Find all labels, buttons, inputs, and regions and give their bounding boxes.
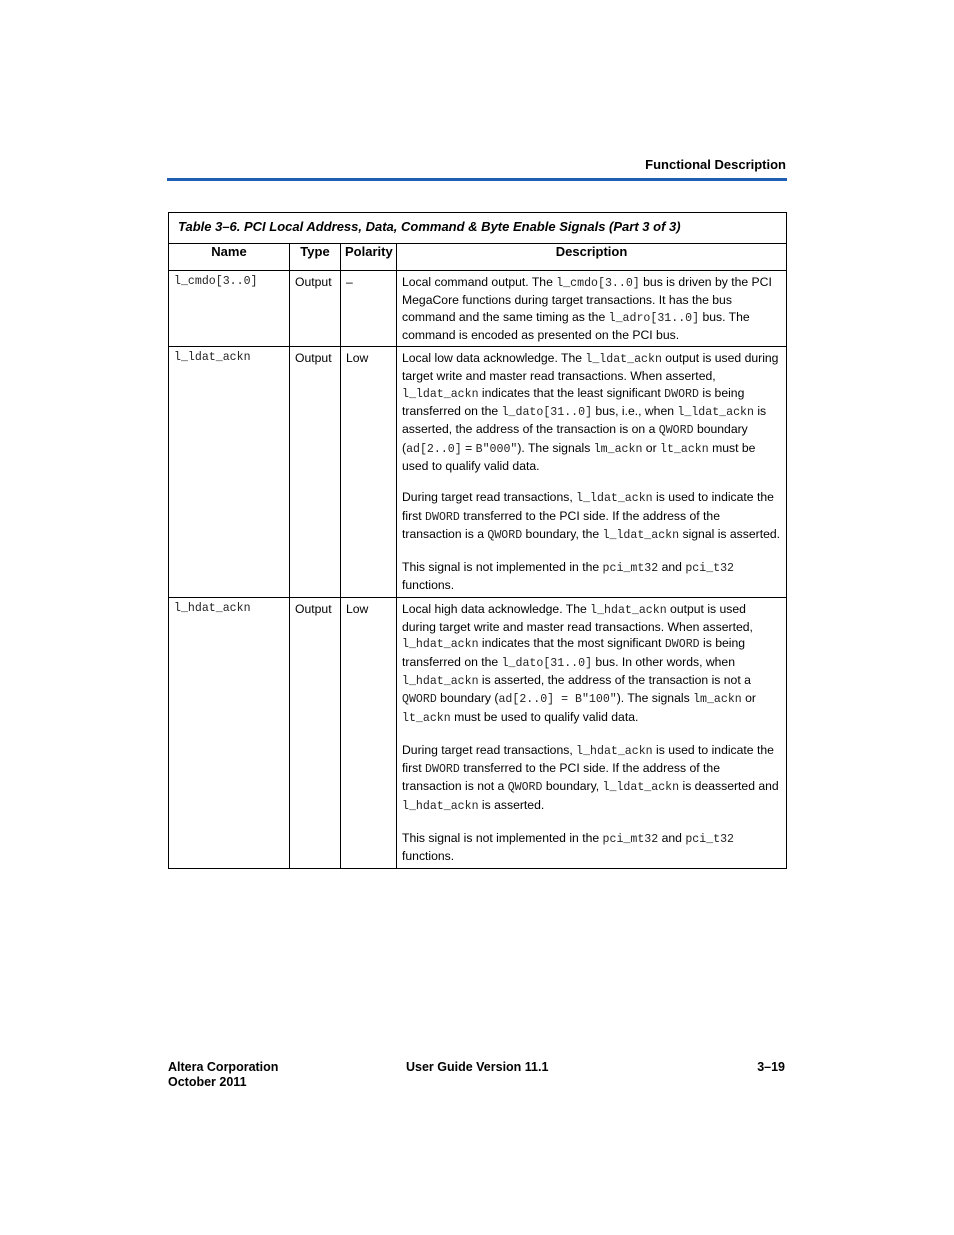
text-run: Local high data acknowledge. The	[402, 601, 591, 616]
text-run: is being transferred on the	[402, 636, 746, 669]
code-term: lt_ackn	[402, 711, 451, 725]
text-run: or	[741, 691, 756, 706]
code-term: l_hdat_ackn	[402, 674, 479, 688]
header-rule	[167, 178, 787, 181]
code-term: ad[2..0]	[406, 442, 462, 456]
table-header-row	[169, 244, 787, 271]
signal-type: Output	[290, 271, 341, 347]
signal-description	[397, 597, 787, 868]
text-run: boundary,	[542, 779, 603, 794]
table-row	[169, 347, 787, 598]
running-head: Functional Description	[645, 157, 786, 172]
text-run: is deasserted and	[679, 779, 779, 794]
footer-company: Altera Corporation	[168, 1060, 279, 1074]
text-run: Local command output. The	[402, 275, 557, 289]
code-term: pci_mt32	[602, 562, 659, 576]
code-term: l_cmdo[3..0]	[556, 277, 640, 290]
code-term: l_ldat_ackn	[602, 781, 680, 795]
text-run: functions.	[402, 849, 455, 864]
text-run: boundary (	[436, 691, 499, 706]
text-run: boundary (	[402, 422, 748, 455]
code-term: l_ldat_ackn	[677, 406, 754, 420]
code-term: pci_mt32	[602, 833, 659, 847]
code-term: DWORD	[664, 638, 700, 652]
table-row	[169, 271, 787, 347]
text-run: Local low data acknowledge. The	[402, 351, 586, 366]
signal-description	[397, 271, 787, 347]
text-run: must be used to qualify valid data.	[450, 709, 639, 724]
code-term: lt_ackn	[660, 442, 709, 456]
text-run: and	[658, 560, 686, 575]
signal-description	[397, 347, 787, 598]
text-run: transferred to the PCI side. If the address of the transaction is not a	[402, 761, 720, 794]
code-term: DWORD	[425, 763, 460, 777]
text-run: boundary, the	[522, 526, 603, 541]
footer-guide-version: User Guide Version 11.1	[406, 1060, 549, 1074]
text-run: indicates that the most significant	[478, 636, 665, 651]
footer-date: October 2011	[168, 1075, 247, 1089]
code-term: QWORD	[507, 781, 543, 795]
code-term: l_ldat_ackn	[602, 528, 680, 542]
text-run: This signal is not implemented in the	[402, 831, 603, 846]
signal-name: l_ldat_ackn	[169, 347, 290, 598]
signal-polarity: Low	[341, 347, 397, 598]
code-term: pci_t32	[685, 562, 735, 576]
text-run: is being transferred on the	[402, 385, 745, 419]
signal-name: l_cmdo[3..0]	[169, 271, 290, 347]
code-term: lm_ackn	[693, 693, 742, 707]
code-term: l_hdat_ackn	[402, 638, 479, 652]
description-paragraph	[402, 830, 781, 865]
signal-polarity: Low	[341, 597, 397, 868]
text-run: is asserted, the address of the transaction is not a	[478, 672, 751, 687]
footer-page-number: 3–19	[757, 1060, 785, 1074]
text-run: and	[658, 831, 686, 846]
signals-table	[168, 212, 787, 869]
code-term: B"000"	[475, 442, 518, 456]
text-run: is used to indicate the first	[402, 490, 774, 523]
code-term: l_hdat_ackn	[576, 744, 653, 758]
text-run: output is used during target write and master read transactions. When asserted,	[402, 351, 779, 384]
text-run: functions.	[402, 578, 455, 593]
text-run: must be used to qualify valid data.	[402, 440, 756, 473]
code-term: QWORD	[487, 528, 523, 542]
text-run: =	[461, 440, 476, 455]
code-term: l_adro[31..0]	[608, 311, 700, 325]
code-term: pci_t32	[685, 833, 735, 847]
code-term: l_dato[31..0]	[501, 406, 593, 420]
text-run: This signal is not implemented in the	[402, 560, 603, 575]
code-term: l_dato[31..0]	[501, 656, 593, 670]
code-term: l_ldat_ackn	[576, 492, 653, 506]
signal-name: l_hdat_ackn	[169, 597, 290, 868]
text-run: During target read transactions,	[402, 490, 577, 505]
text-run: transferred to the PCI side. If the address of the transaction is a	[402, 508, 720, 541]
code-term: lm_ackn	[593, 442, 643, 456]
text-run: indicates that the least significant	[478, 385, 665, 400]
code-term: DWORD	[664, 387, 699, 401]
description-paragraph	[402, 742, 781, 815]
description-paragraph	[402, 489, 781, 544]
text-run: bus. The command is encoded as presented on the PCI bus.	[402, 309, 750, 342]
description-paragraph	[402, 601, 781, 727]
col-header-description: Description	[397, 244, 787, 271]
text-run: is asserted.	[478, 797, 545, 812]
text-run: bus. In other words, when	[592, 654, 735, 669]
col-header-polarity: Polarity	[341, 244, 397, 271]
footer-left	[168, 1060, 278, 1090]
text-run: bus, i.e., when	[592, 404, 678, 419]
text-run: During target read transactions,	[402, 742, 577, 757]
code-term: QWORD	[402, 693, 437, 707]
code-term: l_ldat_ackn	[585, 353, 662, 367]
code-term: l_hdat_ackn	[402, 799, 479, 813]
text-run: ). The signals	[616, 691, 694, 706]
signal-type: Output	[290, 347, 341, 598]
text-run: is used to indicate the first	[402, 742, 774, 776]
text-run: is asserted, the address of the transaction is on a	[402, 404, 767, 437]
code-term: ad[2..0] = B"100"	[498, 693, 617, 707]
col-header-name: Name	[169, 244, 290, 271]
text-run: output is used during target write and master read transactions. When asserted,	[402, 601, 753, 635]
description-paragraph	[402, 350, 781, 474]
table-caption: Table 3–6. PCI Local Address, Data, Command & Byte Enable Signals (Part 3 of 3)	[169, 213, 787, 244]
code-term: QWORD	[658, 424, 694, 438]
signal-polarity: –	[341, 271, 397, 347]
text-run: ). The signals	[517, 440, 594, 455]
col-header-type: Type	[290, 244, 341, 271]
description-paragraph	[402, 274, 781, 343]
code-term: DWORD	[425, 510, 460, 524]
signal-type: Output	[290, 597, 341, 868]
code-term: l_hdat_ackn	[590, 603, 667, 617]
text-run: or	[642, 440, 661, 455]
description-paragraph	[402, 559, 781, 594]
code-term: l_ldat_ackn	[402, 387, 479, 401]
table-row	[169, 597, 787, 868]
text-run: signal is asserted.	[679, 526, 781, 541]
text-run: bus is driven by the PCI MegaCore functions during target transactions. It has the bus command and the same timing as the	[402, 275, 772, 324]
